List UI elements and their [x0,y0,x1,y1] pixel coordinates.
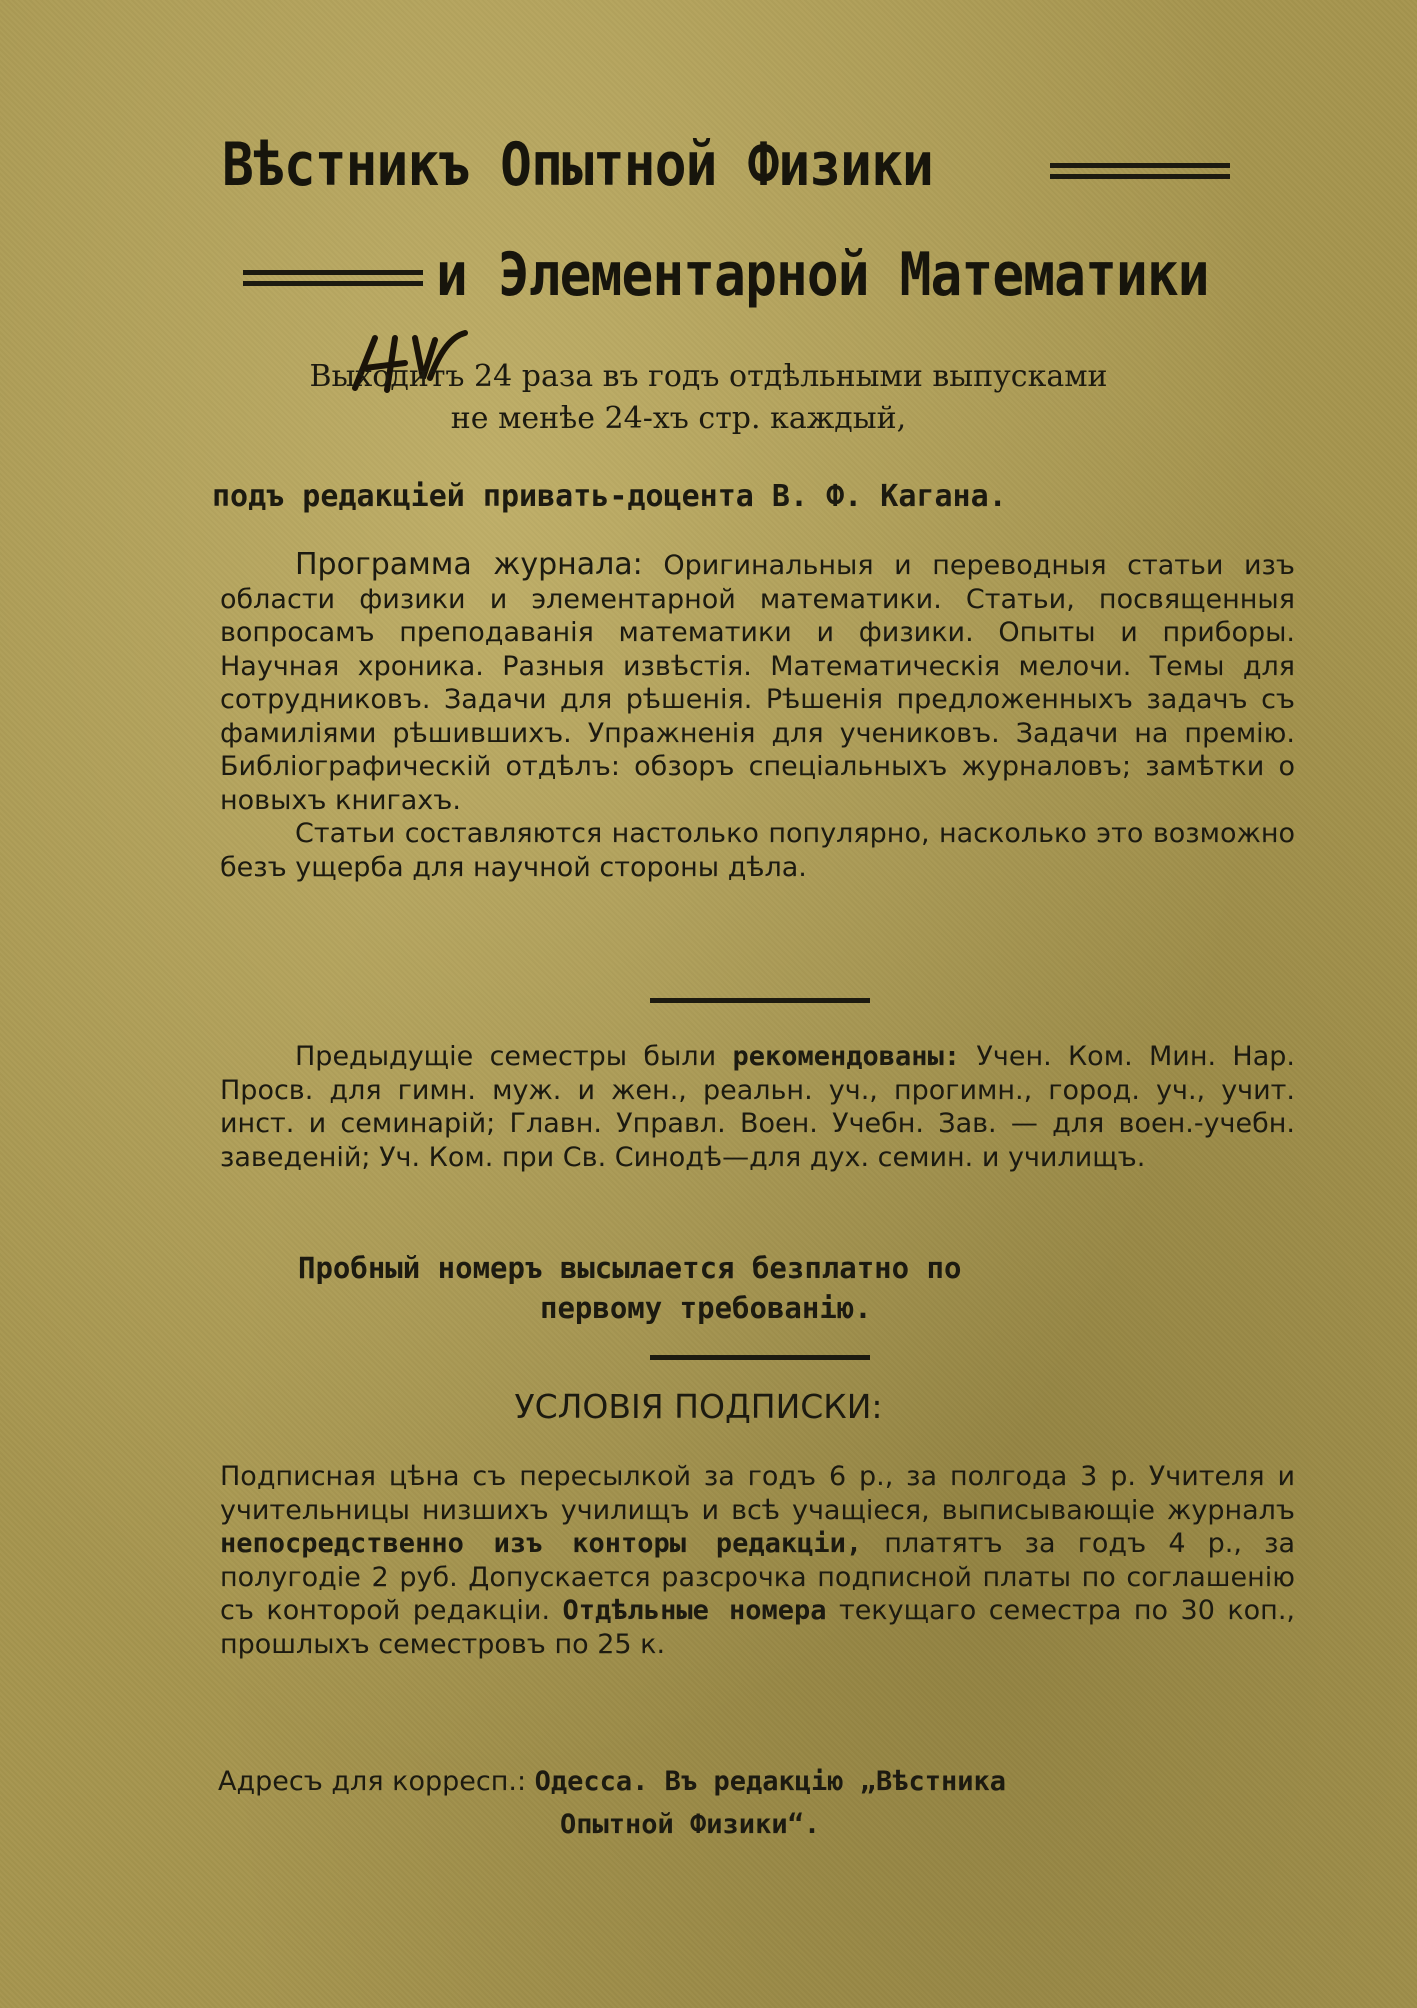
address-line-1 [218,1765,1006,1798]
trial-line-2: первому требованію. [540,1291,872,1325]
subscription-heading: УСЛОВІЯ ПОДПИСКИ: [514,1387,883,1426]
subscription-reduced-text: платятъ за годъ 4 р., за полугодіе 2 руб. Допускается разсрочка подписной платы по соглашенію съ конторой редакціи. [220,1528,1295,1626]
frequency-line-2: не менѣе 24-хъ стр. каждый, [450,401,907,436]
trial-line-1: Пробный номеръ высылается безплатно по [298,1251,962,1285]
recommended-intro: Предыдущіе семестры были [295,1041,717,1072]
frequency-line-1: Выходитъ 24 раза въ годъ отдѣльными выпусками [309,359,1108,394]
program-popular-note: Статьи составляются настолько популярно, насколько это возможно безъ ущерба для научной стороны дѣла. [220,818,1295,883]
journal-title-line-1: Вѣстникъ Опытной Физики [222,130,933,200]
single-issues-price: текущаго семестра по 30 коп., прошлыхъ семестровъ по 25 к. [220,1595,1295,1660]
recommended-list: Учен. Ком. Мин. Нар. Просв. для гимн. муж. и жен., реальн. уч., прогимн., город. уч., учит. инст. и семинарій; Главн. Управл. Воен. Учебн. Зав. — для воен.-учебн. заведеній; Уч. Ком. при Св. Синодѣ—для дух. семин. и училищъ. [220,1041,1295,1173]
address-label: Адресъ для корресп.: [218,1766,527,1797]
subscription-paragraph [220,1460,1295,1661]
program-text: Оригинальныя и переводныя статьи изъ области физики и элементарной математики. Статьи, посвященныя вопросамъ преподаванія математики и физики. Опыты и приборы. Научная хроника. Разныя извѣстія. Математическія мелочи. Темы для сотрудниковъ. Задачи для рѣшенія. Рѣшенія предложенныхъ задачъ съ фамиліями рѣшившихъ. Упражненія для учениковъ. Задачи на премію. Библіографическій отдѣлъ: обзоръ спеціальныхъ журналовъ; замѣтки о новыхъ книгахъ. [220,550,1295,816]
program-label: Программа журнала: [295,547,643,582]
editor-line: подъ редакціей привать-доцента В. Ф. Кагана. [212,479,1007,514]
recommended-bold: рекомендованы: [732,1041,961,1072]
divider-1 [650,998,870,1003]
divider-2 [650,1355,870,1360]
subscription-direct-bold: непосредственно изъ конторы редакціи, [220,1528,863,1559]
single-issues-bold: Отдѣльные номера [562,1595,827,1626]
title-ornament-right [1050,163,1230,179]
title-ornament-left [243,270,423,286]
program-paragraph [220,548,1295,884]
address-bold-1: Одесса. Въ редакцію „Вѣстника [534,1766,1007,1797]
address-bold-2: Опытной Физики“. [560,1809,821,1840]
recommended-paragraph [220,1040,1295,1174]
subscription-price-text: Подписная цѣна съ пересылкой за годъ 6 р., за полгода 3 р. Учителя и учительницы низшихъ училищъ и всѣ учащіеся, выписывающіе журналъ [220,1461,1295,1526]
journal-title-line-2: и Элементарной Математики [436,240,1209,310]
